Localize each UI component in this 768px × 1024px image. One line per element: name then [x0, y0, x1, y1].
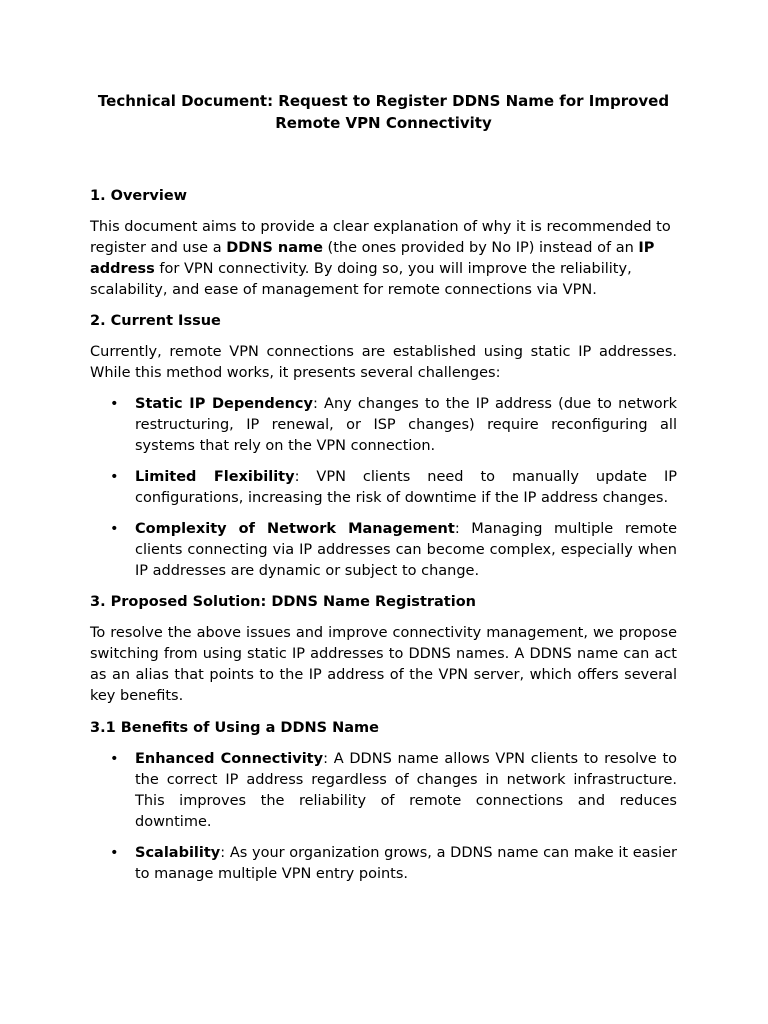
list-item-text: : A DDNS name allows VPN clients to resolve to the correct IP address regardless of changes in network infrastructure. This improves the reliability of remote connections and reduces downtime.: [135, 751, 677, 830]
benefits-list: [90, 749, 677, 885]
overview-paragraph: [90, 217, 677, 301]
proposed-solution-paragraph: To resolve the above issues and improve connectivity management, we propose switching from using static IP addresses to DDNS names. A DDNS name can act as an alias that points to the IP address of the VPN server, which offers several key benefits.: [90, 625, 677, 704]
document-title: Technical Document: Request to Register DDNS Name for Improved Remote VPN Connectivity: [97, 92, 670, 132]
list-item-term: Enhanced Connectivity: [135, 751, 324, 767]
overview-text-2: (the ones provided by No IP) instead of an: [322, 240, 639, 256]
ddns-name-emphasis: DDNS name: [226, 240, 323, 256]
list-item-text: : VPN clients need to manually update IP configurations, increasing the risk of downtime if the IP address changes.: [135, 469, 677, 506]
list-item: [90, 749, 677, 833]
bullet-glyph: •: [110, 845, 119, 861]
list-item: [90, 467, 677, 509]
list-item-term: Limited Flexibility: [135, 469, 295, 485]
bullet-glyph: •: [110, 396, 119, 412]
list-item: [90, 394, 677, 457]
bullet-glyph: •: [110, 469, 119, 485]
bullet-glyph: •: [110, 751, 119, 767]
bullet-glyph: •: [110, 521, 119, 537]
current-issue-intro: Currently, remote VPN connections are established using static IP addresses. While this method works, it presents several challenges:: [90, 344, 677, 381]
benefits-heading: 3.1 Benefits of Using a DDNS Name: [90, 720, 379, 736]
current-issue-heading: 2. Current Issue: [90, 313, 221, 329]
list-item-text: : Managing multiple remote clients connecting via IP addresses can become complex, especially when IP addresses are dynamic or subject to change.: [135, 521, 677, 579]
document-page: [90, 90, 677, 885]
proposed-solution-heading: 3. Proposed Solution: DDNS Name Registration: [90, 594, 476, 610]
overview-text-1: This document aims to provide a clear explanation of why it is recommended to register and use a: [90, 219, 671, 256]
list-item-text: : As your organization grows, a DDNS name can make it easier to manage multiple VPN entry points.: [135, 845, 677, 882]
list-item: [90, 843, 677, 885]
challenges-list: [90, 394, 677, 582]
list-item: [90, 519, 677, 582]
overview-text-3: for VPN connectivity. By doing so, you will improve the reliability, scalability, and ease of management for remote connections via VPN.: [90, 261, 632, 298]
list-item-term: Scalability: [135, 845, 221, 861]
ip-address-emphasis: IP address: [90, 240, 655, 277]
list-item-text: : Any changes to the IP address (due to network restructuring, IP renewal, or ISP changes) require reconfiguring all systems that rely on the VPN connection.: [135, 396, 677, 454]
list-item-term: Complexity of Network Management: [135, 521, 455, 537]
overview-heading: 1. Overview: [90, 188, 188, 204]
list-item-term: Static IP Dependency: [135, 396, 313, 412]
